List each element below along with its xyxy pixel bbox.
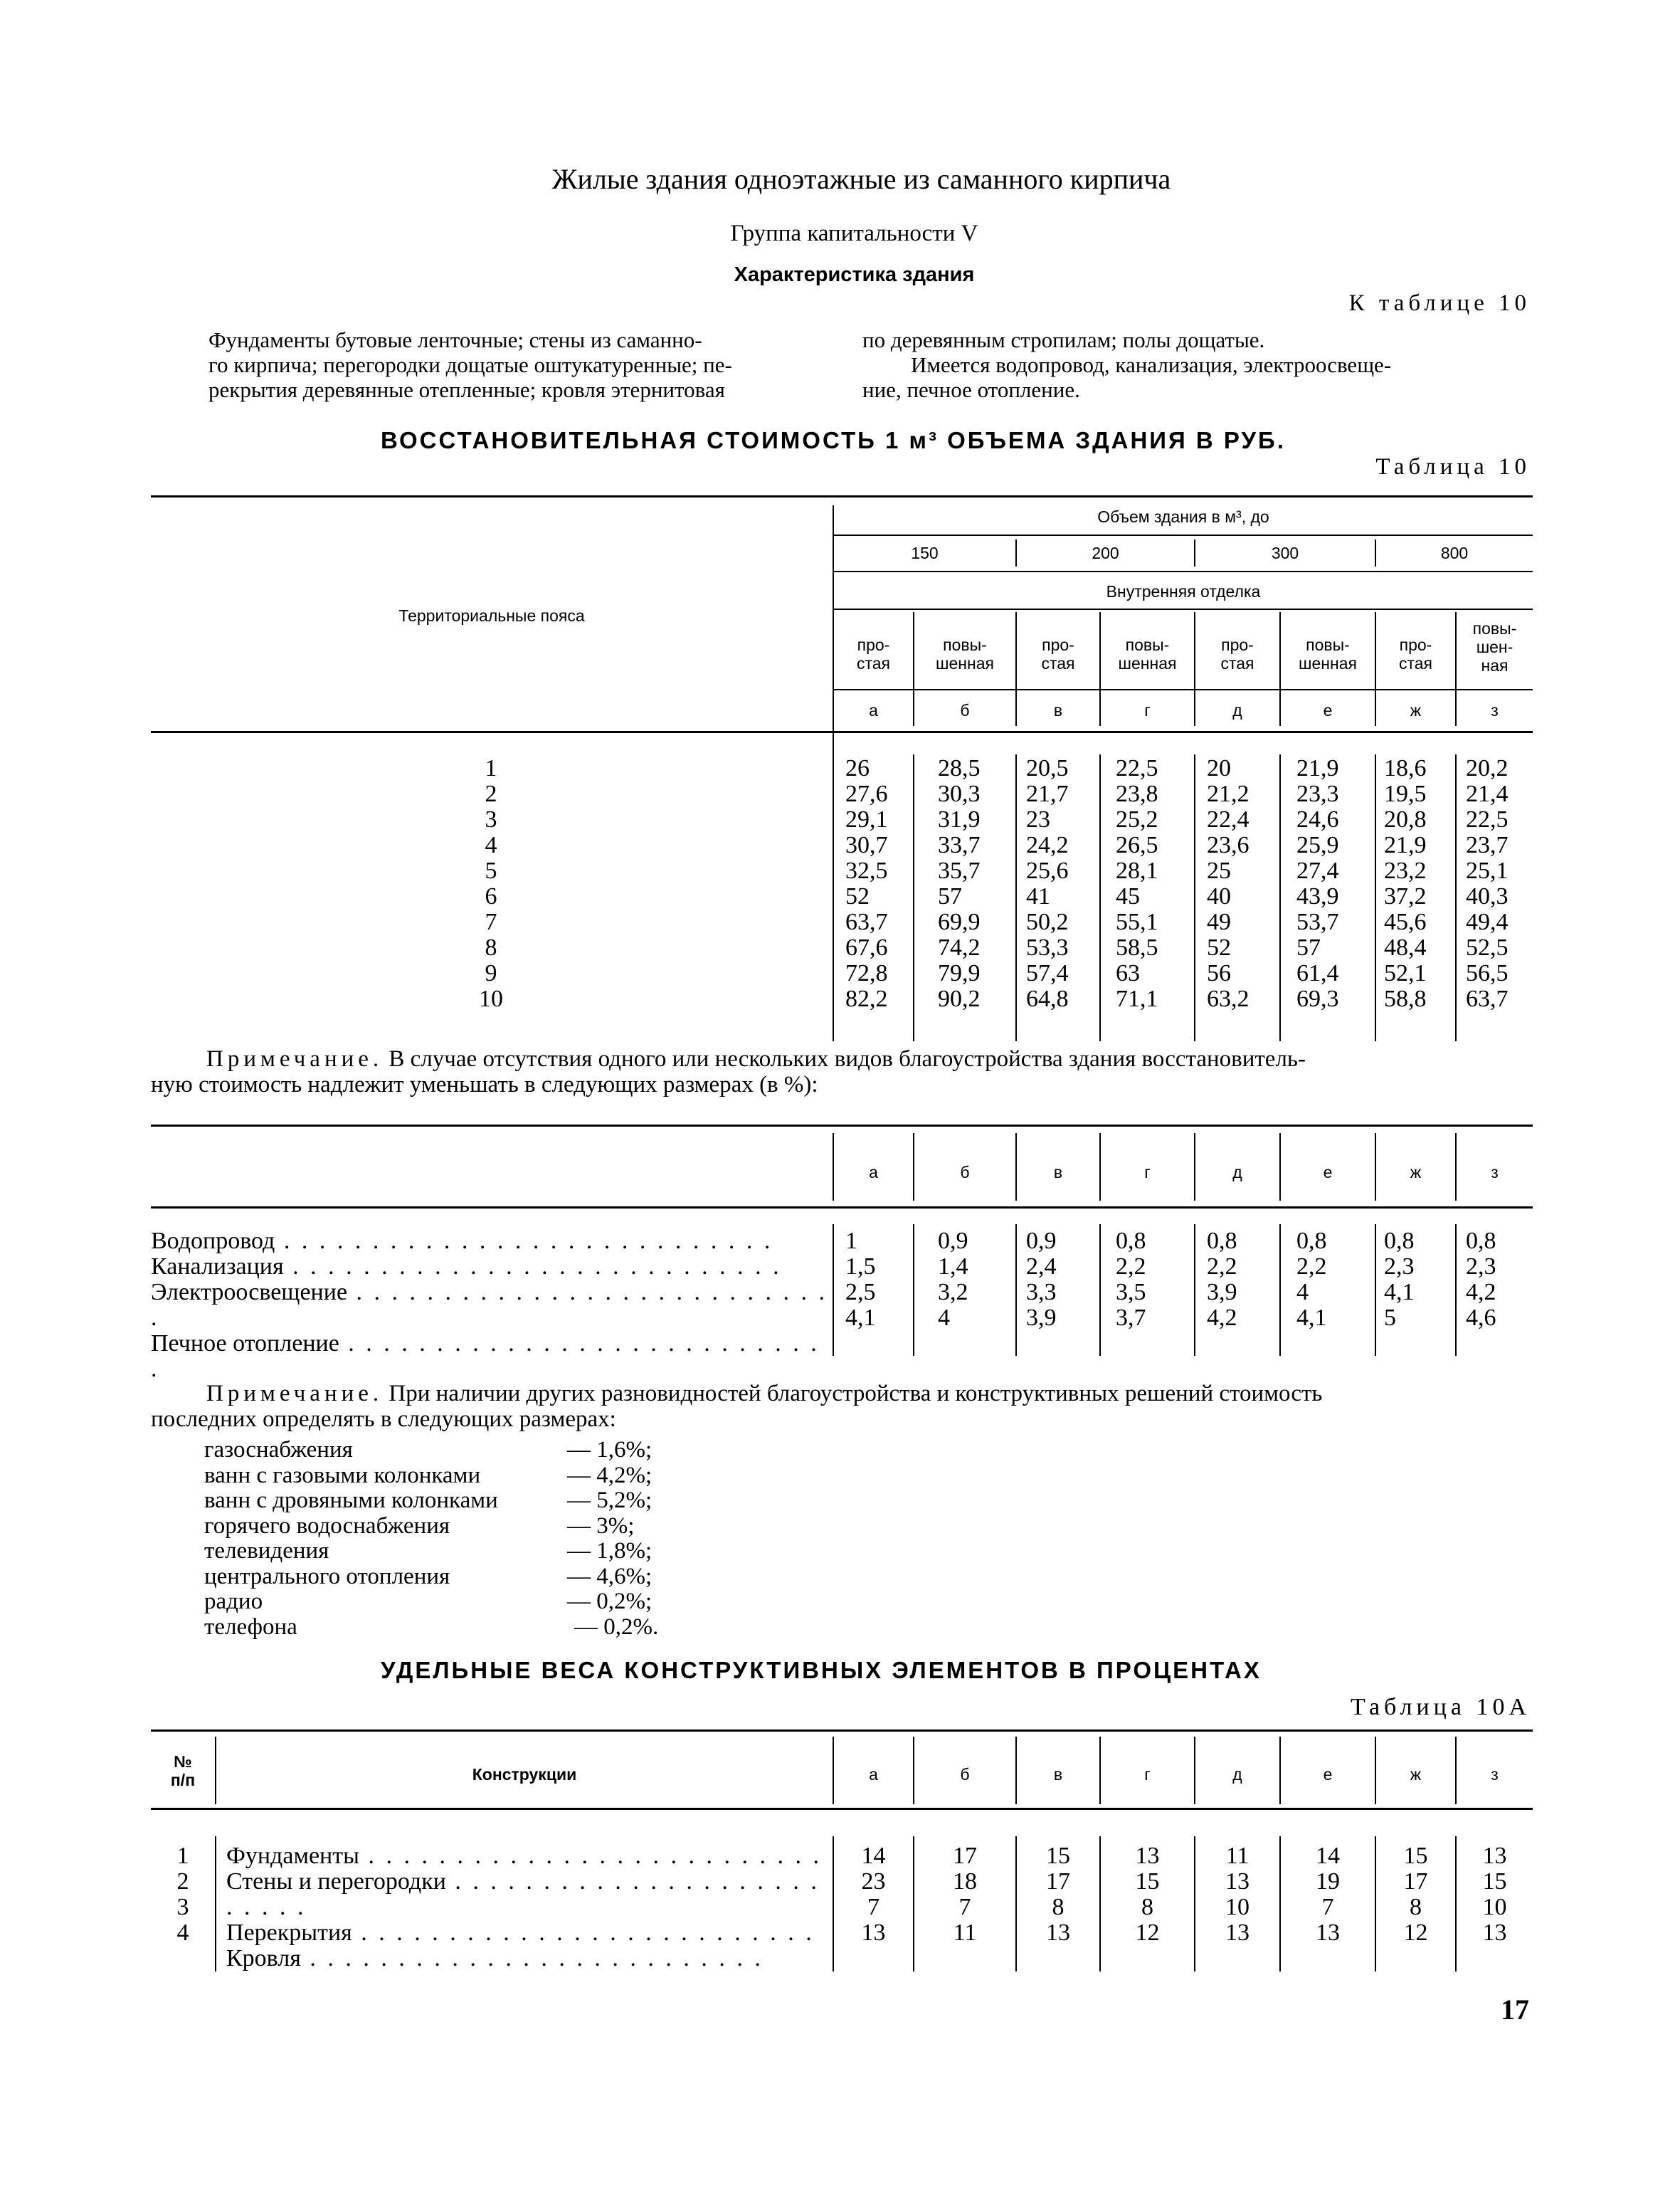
table-cell: 4,1 (1296, 1305, 1327, 1331)
table-cell: 52 (845, 883, 870, 910)
note-text: При наличии других разновидностей благоустройства и конструктивных решений стоимость (389, 1381, 1323, 1406)
table-cell: 0,8 (1384, 1228, 1415, 1254)
table-cell: 17 (953, 1843, 977, 1869)
table-cell: 25,6 (1026, 858, 1069, 884)
volume-200: 200 (1092, 544, 1119, 562)
table10-label: Таблица 10 (1375, 454, 1531, 480)
table-cell: 26 (845, 755, 870, 781)
table-cell: 0,8 (1207, 1228, 1237, 1254)
table-cell: 69,9 (938, 909, 981, 935)
value-column-a (845, 756, 888, 1012)
table-cell: 13 (1225, 1868, 1250, 1895)
zone-header: Территориальные пояса (398, 606, 585, 625)
table-cell: 10 (1482, 1894, 1507, 1920)
table-cell: 57,4 (1026, 960, 1069, 986)
col-letter: г (1144, 1765, 1151, 1784)
table-cell: 0,9 (1026, 1228, 1057, 1254)
zone-number: 9 (485, 960, 497, 986)
table-cell: 43,9 (1296, 883, 1339, 910)
table-cell: 64,8 (1026, 986, 1069, 1012)
col-letter: в (1053, 1163, 1063, 1181)
zone-number: 8 (485, 934, 497, 961)
table-cell: 3,9 (1207, 1279, 1237, 1305)
value-column-zh (1384, 756, 1427, 1012)
reduction-column-g (1116, 1228, 1146, 1331)
table-cell: 4,2 (1207, 1305, 1237, 1331)
col-letter: з (1491, 1765, 1499, 1784)
table-cell: 13 (1482, 1920, 1507, 1946)
table-cell: 52 (1207, 934, 1231, 961)
construct-names (226, 1843, 830, 1971)
col-letter: г (1144, 1163, 1151, 1181)
volume-header: Объем здания в м³, до (1097, 507, 1269, 526)
col-letter: в (1053, 1765, 1063, 1784)
value-column-e (1296, 756, 1339, 1012)
note-1 (151, 1046, 1306, 1097)
table-cell: 56 (1207, 960, 1231, 986)
table-cell: 61,4 (1296, 960, 1339, 986)
table-cell: 72,8 (845, 960, 888, 986)
construct-header: Конструкции (472, 1765, 577, 1784)
section-subtitle: Характеристика здания (734, 263, 975, 286)
table-cell: 2,4 (1026, 1253, 1057, 1280)
col-letter: ж (1410, 1163, 1422, 1181)
reduction-column-z (1466, 1228, 1496, 1331)
volume-300: 300 (1271, 544, 1299, 562)
table-cell: 57 (1296, 934, 1321, 961)
table-cell: 4,2 (1466, 1279, 1496, 1305)
table-cell: 0,8 (1296, 1228, 1327, 1254)
table-cell: 12 (1403, 1920, 1428, 1946)
table-cell: 18,6 (1384, 755, 1427, 781)
col-letter: е (1323, 1765, 1333, 1784)
table-cell: 23,6 (1207, 832, 1250, 858)
table-cell: 32,5 (845, 858, 888, 884)
table-cell: 50,2 (1026, 909, 1069, 935)
description-left (208, 327, 824, 402)
finish-header: Внутренняя отделка (1106, 582, 1261, 601)
table-cell: 10 (1225, 1894, 1250, 1920)
table-cell: 1,5 (845, 1253, 876, 1280)
note-text: В случае отсутствия одного или нескольких видов благоустройства здания восстановитель- (389, 1046, 1306, 1072)
zone-number: 4 (485, 832, 497, 858)
table-cell: 21,9 (1384, 832, 1427, 858)
row-label: Электроосвещение . . . . . . . . . . . . . . . . . . . . . . . . . . . . (151, 1279, 828, 1331)
table-cell: 25 (1207, 858, 1231, 884)
table-cell: 49 (1207, 909, 1231, 935)
table-cell: 15 (1046, 1843, 1070, 1869)
table-cell: 21,2 (1207, 781, 1250, 807)
note-text: ную стоимость надлежит уменьшать в следующих размерах (в %): (151, 1072, 818, 1097)
row-label: Фундаменты . . . . . . . . . . . . . . . . . . . . . . . . . . (226, 1843, 822, 1869)
table-cell: 63,7 (1466, 986, 1509, 1012)
table-cell: 20 (1207, 755, 1231, 781)
col-letter: з (1491, 1163, 1499, 1181)
table-cell: 7 (867, 1894, 879, 1920)
table-cell: 23 (861, 1868, 886, 1895)
volume-800: 800 (1440, 544, 1469, 562)
table-cell: 3,7 (1116, 1305, 1146, 1331)
table-cell: 28,1 (1116, 858, 1158, 884)
reduction-column-v (1026, 1228, 1057, 1331)
table-cell: 0,9 (938, 1228, 968, 1254)
table-cell: 19 (1316, 1868, 1340, 1895)
table-cell: 2,3 (1384, 1253, 1415, 1280)
table-cell: 3,3 (1026, 1279, 1057, 1305)
zone-number: 7 (485, 909, 497, 935)
page-title: Жилые здания одноэтажные из саманного кирпича (551, 163, 1171, 195)
table-cell: 79,9 (938, 960, 981, 986)
list-item: радио — 0,2%; (204, 1589, 653, 1614)
table-cell: 25,1 (1466, 858, 1509, 884)
col-letter: ж (1410, 1765, 1422, 1784)
note-label: Примечание. (206, 1046, 384, 1072)
table-cell: 7 (1321, 1894, 1334, 1920)
table-ref: К таблице 10 (1348, 290, 1531, 316)
table-cell: 48,4 (1384, 934, 1427, 961)
table-cell: 14 (861, 1843, 886, 1869)
weight-column-a (834, 1843, 913, 1946)
row-number: 2 (176, 1868, 189, 1895)
table-cell: 37,2 (1384, 883, 1427, 910)
table-cell: 23 (1026, 806, 1050, 833)
table-cell: 31,9 (938, 806, 981, 833)
finish-improved: повы- шенная (1299, 636, 1357, 673)
table-cell: 17 (1403, 1868, 1428, 1895)
table-cell: 2,2 (1116, 1253, 1146, 1280)
weight-column-g (1101, 1843, 1194, 1946)
list-item: горячего водоснабжения — 3%; (204, 1512, 635, 1539)
list-item: ванн с дровяными колонками — 5,2%; (204, 1488, 653, 1513)
description-line: рекрытия деревянные отепленные; кровля этернитовая (208, 377, 725, 402)
table-cell: 45 (1116, 883, 1140, 910)
row-numbers (151, 1843, 215, 1946)
table-cell: 4,1 (845, 1305, 876, 1331)
zone-number: 5 (485, 858, 497, 884)
finish-improved: повы- шенная (1118, 636, 1177, 673)
table-cell: 40 (1207, 883, 1231, 910)
finish-simple: про- стая (856, 636, 891, 673)
col-letter: а (869, 1163, 878, 1181)
zone-number: 1 (485, 755, 497, 781)
value-column-v (1026, 756, 1069, 1012)
table-cell: 18 (953, 1868, 977, 1895)
table-cell: 24,6 (1296, 806, 1339, 833)
list-item: телефона — 0,2%. (204, 1613, 659, 1640)
table-cell: 40,3 (1466, 883, 1509, 910)
table-cell: 15 (1482, 1868, 1507, 1895)
row-number: 3 (176, 1894, 189, 1920)
list-item: ванн с газовыми колонками — 4,2%; (204, 1462, 653, 1488)
zone-number: 6 (485, 883, 497, 910)
table-cell: 13 (1316, 1920, 1340, 1946)
description-right (862, 327, 1531, 402)
list-item: телевидения — 1,8%; (204, 1538, 653, 1564)
row-label: Канализация . . . . . . . . . . . . . . . . . . . . . . . . . . . . (151, 1253, 782, 1280)
zone-number: 3 (485, 806, 497, 833)
table-cell: 7 (958, 1894, 971, 1920)
table10a-heading: УДЕЛЬНЫЕ ВЕСА КОНСТРУКТИВНЫХ ЭЛЕМЕНТОВ В ПРОЦЕНТАХ (381, 1657, 1262, 1683)
col-letter: б (960, 1163, 970, 1181)
table-cell: 20,8 (1384, 806, 1427, 833)
table10-heading: ВОССТАНОВИТЕЛЬНАЯ СТОИМОСТЬ 1 м³ ОБЪЕМА ЗДАНИЯ В РУБ. (381, 427, 1286, 453)
list-item: центрального отопления — 4,6%; (204, 1563, 653, 1589)
description-line: Фундаменты бутовые ленточные; стены из саманно- (208, 327, 702, 352)
table-cell: 57 (938, 883, 962, 910)
table-cell: 17 (1046, 1868, 1070, 1895)
table-cell: 30,7 (845, 832, 888, 858)
col-letter: д (1232, 1163, 1242, 1181)
table-cell: 14 (1316, 1843, 1340, 1869)
zone-numbers (470, 756, 512, 1012)
row-label: Печное отопление . . . . . . . . . . . . . . . . . . . . . . . . . . . . (151, 1330, 820, 1382)
note-label: Примечание. (206, 1381, 384, 1406)
description-line: ние, печное отопление. (862, 377, 1080, 402)
table-cell: 2,2 (1296, 1253, 1327, 1280)
reduction-column-d (1207, 1228, 1237, 1331)
table-cell: 0,8 (1116, 1228, 1146, 1254)
table10a-label: Таблица 10А (1351, 1694, 1531, 1720)
table-cell: 27,4 (1296, 858, 1339, 884)
table-cell: 56,5 (1466, 960, 1509, 986)
list-item: газоснабжения — 1,6%; (204, 1437, 653, 1463)
weight-column-e (1281, 1843, 1375, 1946)
table-cell: 23,7 (1466, 832, 1509, 858)
table-cell: 8 (1141, 1894, 1153, 1920)
row-number: 4 (176, 1920, 189, 1946)
table-cell: 2,5 (845, 1279, 876, 1305)
table-cell: 15 (1403, 1843, 1428, 1869)
table-cell: 27,6 (845, 781, 888, 807)
table-cell: 33,7 (938, 832, 981, 858)
weight-column-d (1195, 1843, 1279, 1946)
finish-simple: про- стая (1220, 636, 1254, 673)
table-cell: 53,3 (1026, 934, 1069, 961)
table-cell: 53,7 (1296, 909, 1339, 935)
row-label: Стены и перегородки . . . . . . . . . . . . . . . . . . . . . . . . . . (226, 1868, 820, 1920)
extra-items-list (204, 1438, 658, 1640)
table-cell: 1 (845, 1228, 857, 1254)
table-cell: 23,3 (1296, 781, 1339, 807)
table-cell: 11 (1225, 1843, 1250, 1869)
reduction-column-e (1296, 1228, 1327, 1331)
table-cell: 49,4 (1466, 909, 1509, 935)
table-cell: 3,9 (1026, 1305, 1057, 1331)
table-cell: 1,4 (938, 1253, 968, 1280)
table-cell: 4,6 (1466, 1305, 1496, 1331)
table-cell: 15 (1135, 1868, 1160, 1895)
capital-group: Группа капитальности V (730, 221, 978, 246)
table-cell: 52,1 (1384, 960, 1427, 986)
table-cell: 8 (1052, 1894, 1064, 1920)
zone-number: 10 (479, 986, 503, 1012)
col-letter: е (1323, 701, 1333, 720)
table-cell: 69,3 (1296, 986, 1339, 1012)
value-column-b (938, 756, 981, 1012)
table-cell: 22,5 (1116, 755, 1158, 781)
table-cell: 12 (1135, 1920, 1160, 1946)
table-cell: 3,5 (1116, 1279, 1146, 1305)
finish-improved: повы- шен- ная (1472, 619, 1517, 675)
table-cell: 13 (1482, 1843, 1507, 1869)
table-cell: 23,8 (1116, 781, 1158, 807)
table-cell: 4,1 (1384, 1279, 1415, 1305)
weight-column-zh (1376, 1843, 1455, 1946)
volume-150: 150 (911, 544, 939, 562)
reduction-column-b (938, 1228, 968, 1331)
finish-improved: повы- шенная (936, 636, 994, 673)
col-letter: б (960, 701, 970, 720)
table-cell: 22,4 (1207, 806, 1250, 833)
col-letter: а (869, 1765, 878, 1784)
reduction-column-a (845, 1228, 876, 1331)
row-label: Кровля . . . . . . . . . . . . . . . . . . . . . . . . . . (226, 1945, 764, 1971)
table-cell: 25,2 (1116, 806, 1158, 833)
row-label: Водопровод . . . . . . . . . . . . . . . . . . . . . . . . . . . . (151, 1228, 773, 1254)
table-cell: 3,2 (938, 1279, 968, 1305)
table-cell: 5 (1384, 1305, 1396, 1331)
row-label: Перекрытия . . . . . . . . . . . . . . . . . . . . . . . . . . (226, 1920, 815, 1946)
table-cell: 2,2 (1207, 1253, 1237, 1280)
col-letter: а (869, 701, 878, 720)
table-cell: 26,5 (1116, 832, 1158, 858)
description-line: го кирпича; перегородки дощатые оштукатуренные; пе- (208, 352, 732, 377)
col-letter: б (960, 1765, 970, 1784)
table-cell: 82,2 (845, 986, 888, 1012)
table-cell: 25,9 (1296, 832, 1339, 858)
table-cell: 30,3 (938, 781, 981, 807)
table-cell: 20,2 (1466, 755, 1509, 781)
reduction-column-zh (1384, 1228, 1415, 1331)
table-cell: 19,5 (1384, 781, 1427, 807)
table-cell: 21,4 (1466, 781, 1509, 807)
col-letter: ж (1410, 701, 1422, 720)
table-cell: 23,2 (1384, 858, 1427, 884)
table-cell: 4 (938, 1305, 950, 1331)
col-letter: в (1053, 701, 1063, 720)
col-letter: г (1144, 701, 1151, 720)
table-cell: 20,5 (1026, 755, 1069, 781)
note-2 (151, 1381, 1322, 1432)
col-letter: д (1232, 701, 1242, 720)
note-text: последних определять в следующих размерах: (151, 1406, 616, 1432)
table-cell: 63,7 (845, 909, 888, 935)
table-cell: 71,1 (1116, 986, 1158, 1012)
zone-number: 2 (485, 781, 497, 807)
value-column-g (1116, 756, 1158, 1012)
description-line: по деревянным стропилам; полы дощатые. (862, 327, 1265, 352)
table-cell: 28,5 (938, 755, 981, 781)
table-cell: 21,7 (1026, 781, 1069, 807)
table-cell: 13 (861, 1920, 886, 1946)
table-cell: 45,6 (1384, 909, 1427, 935)
table-cell: 58,5 (1116, 934, 1158, 961)
table-cell: 63,2 (1207, 986, 1250, 1012)
table-cell: 11 (953, 1920, 977, 1946)
page-number: 17 (1501, 1994, 1529, 2026)
table-cell: 41 (1026, 883, 1050, 910)
reduction-row-names (151, 1228, 830, 1382)
table-cell: 35,7 (938, 858, 981, 884)
value-column-d (1207, 756, 1250, 1012)
table-cell: 13 (1135, 1843, 1160, 1869)
table-cell: 13 (1046, 1920, 1070, 1946)
num-header: № п/п (170, 1752, 196, 1789)
table-cell: 8 (1410, 1894, 1422, 1920)
value-column-z (1466, 756, 1509, 1012)
col-letter: д (1232, 1765, 1242, 1784)
table-cell: 13 (1225, 1920, 1250, 1946)
table-cell: 2,3 (1466, 1253, 1496, 1280)
table-cell: 4 (1296, 1279, 1309, 1305)
table-cell: 52,5 (1466, 934, 1509, 961)
finish-simple: про- стая (1398, 636, 1433, 673)
table-cell: 58,8 (1384, 986, 1427, 1012)
finish-simple: про- стая (1041, 636, 1075, 673)
table-cell: 22,5 (1466, 806, 1509, 833)
col-letter: е (1323, 1163, 1333, 1181)
table-cell: 29,1 (845, 806, 888, 833)
col-letter: з (1491, 701, 1499, 720)
table-cell: 90,2 (938, 986, 981, 1012)
description-line: Имеется водопровод, канализация, электроосвеще- (911, 352, 1392, 377)
table-cell: 67,6 (845, 934, 888, 961)
row-number: 1 (176, 1843, 189, 1869)
table-cell: 0,8 (1466, 1228, 1496, 1254)
weight-column-z (1457, 1843, 1533, 1946)
weight-column-b (914, 1843, 1015, 1946)
table-cell: 74,2 (938, 934, 981, 961)
table-cell: 63 (1116, 960, 1140, 986)
table-cell: 24,2 (1026, 832, 1069, 858)
table-cell: 21,9 (1296, 755, 1339, 781)
weight-column-v (1017, 1843, 1099, 1946)
table-cell: 55,1 (1116, 909, 1158, 935)
